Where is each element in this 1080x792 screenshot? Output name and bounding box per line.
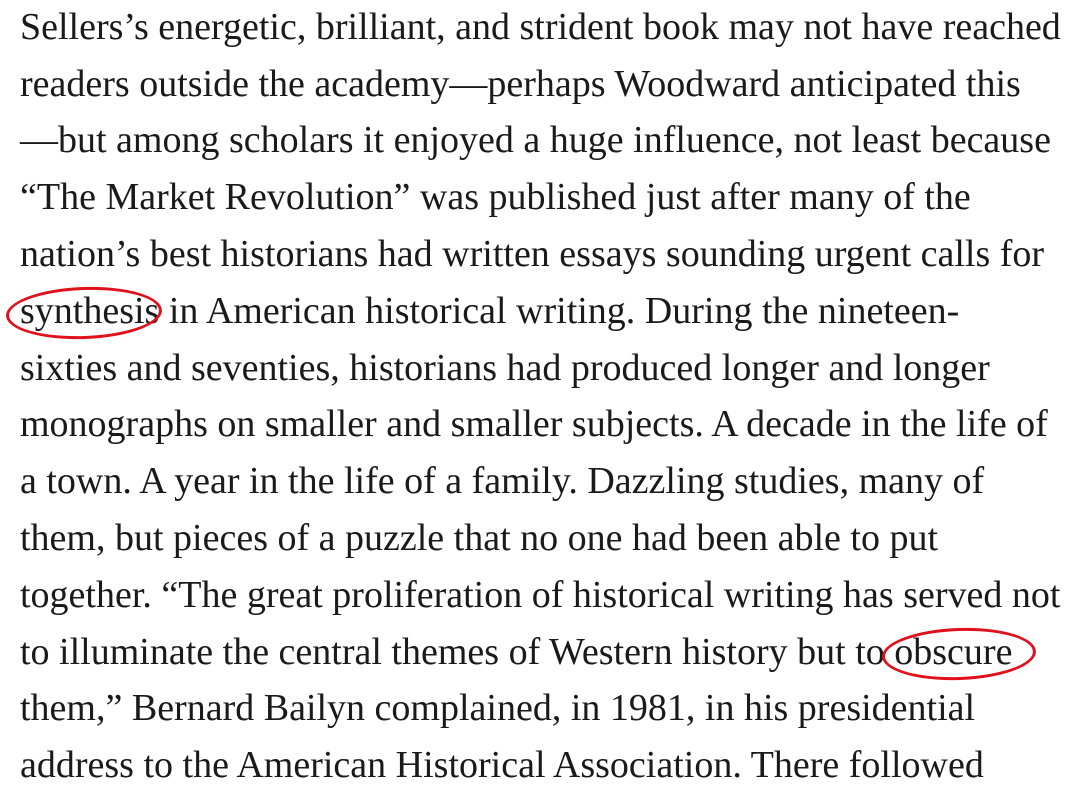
circled-word-synthesis (20, 289, 159, 333)
text-line-with-annotation (20, 630, 1012, 674)
text-line: monographs on smaller and smaller subjects. A decade in the life of (20, 403, 1048, 445)
annotated-word: obscure (894, 631, 1013, 673)
line-text-before: to illuminate the central themes of Western history but to (20, 631, 895, 673)
text-line: —but among scholars it enjoyed a huge influence, not least because (20, 119, 1051, 161)
text-line: them, but pieces of a puzzle that no one had been able to put (20, 517, 939, 559)
text-line: together. “The great proliferation of historical writing has served not (20, 574, 1061, 616)
text-line: a town. A year in the life of a family. Dazzling studies, many of (20, 460, 985, 502)
text-line: address to the American Historical Association. There followed (20, 744, 984, 786)
circled-word-obscure (894, 630, 1012, 674)
text-line: Sellers’s energetic, brilliant, and strident book may not have reached (20, 6, 1061, 48)
text-line: sixties and seventies, historians had produced longer and longer (20, 347, 990, 389)
text-line: nation’s best historians had written essays sounding urgent calls for (20, 233, 1045, 275)
text-line: them,” Bernard Bailyn complained, in 1981, in his presidential (20, 687, 976, 729)
text-line: readers outside the academy—perhaps Woodward anticipated this (20, 63, 1021, 105)
text-line-with-annotation (20, 289, 959, 333)
line-text-after: in American historical writing. During the nineteen- (159, 290, 960, 332)
annotated-word: synthesis (20, 290, 160, 332)
text-line: “The Market Revolution” was published just after many of the (20, 176, 971, 218)
